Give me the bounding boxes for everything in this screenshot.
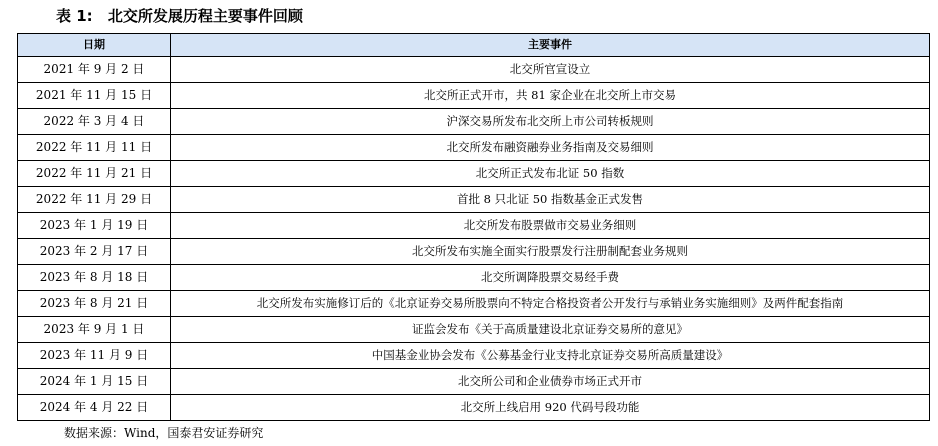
table-body [18,57,930,421]
cell-date: 2024 年 1 月 15 日 [18,369,171,395]
cell-date: 2022 年 3 月 4 日 [18,109,171,135]
cell-event: 北交所官宣设立 [171,57,930,83]
cell-date: 2023 年 1 月 19 日 [18,213,171,239]
cell-date: 2023 年 2 月 17 日 [18,239,171,265]
cell-date: 2022 年 11 月 11 日 [18,135,171,161]
table-row [18,57,930,83]
table-row [18,135,930,161]
cell-event: 北交所发布实施全面实行股票发行注册制配套业务规则 [171,239,930,265]
table-row [18,187,930,213]
cell-date: 2023 年 8 月 21 日 [18,291,171,317]
table-row [18,369,930,395]
table-row [18,395,930,421]
table-row [18,109,930,135]
cell-event: 证监会发布《关于高质量建设北京证券交易所的意见》 [171,317,930,343]
table-row [18,265,930,291]
cell-date: 2022 年 11 月 29 日 [18,187,171,213]
cell-event: 北交所发布股票做市交易业务细则 [171,213,930,239]
cell-event: 北交所正式开市，共 81 家企业在北交所上市交易 [171,83,930,109]
cell-event: 北交所公司和企业债券市场正式开市 [171,369,930,395]
table-row [18,213,930,239]
cell-event: 北交所发布实施修订后的《北京证券交易所股票向不特定合格投资者公开发行与承销业务实施细则》及两件配套指南 [171,291,930,317]
cell-date: 2023 年 8 月 18 日 [18,265,171,291]
header-event: 主要事件 [171,34,930,57]
header-date: 日期 [18,34,171,57]
table-row [18,239,930,265]
cell-event: 首批 8 只北证 50 指数基金正式发售 [171,187,930,213]
cell-event: 中国基金业协会发布《公募基金行业支持北京证券交易所高质量建设》 [171,343,930,369]
cell-date: 2022 年 11 月 21 日 [18,161,171,187]
cell-date: 2023 年 9 月 1 日 [18,317,171,343]
cell-date: 2024 年 4 月 22 日 [18,395,171,421]
data-source-note: 数据来源：Wind，国泰君安证券研究 [64,426,264,440]
cell-event: 北交所上线启用 920 代码号段功能 [171,395,930,421]
cell-event: 北交所发布融资融券业务指南及交易细则 [171,135,930,161]
cell-date: 2021 年 9 月 2 日 [18,57,171,83]
cell-event: 北交所调降股票交易经手费 [171,265,930,291]
events-table [17,33,930,421]
table-header-row [18,34,930,57]
cell-date: 2021 年 11 月 15 日 [18,83,171,109]
table-title-text: 北交所发展历程主要事件回顾 [107,7,303,25]
cell-event: 沪深交易所发布北交所上市公司转板规则 [171,109,930,135]
table-number-label: 表 1: [56,7,93,25]
table-row [18,317,930,343]
table-row [18,83,930,109]
table-row [18,161,930,187]
table-row [18,291,930,317]
table-row [18,343,930,369]
table-title [56,4,303,28]
cell-event: 北交所正式发布北证 50 指数 [171,161,930,187]
cell-date: 2023 年 11 月 9 日 [18,343,171,369]
